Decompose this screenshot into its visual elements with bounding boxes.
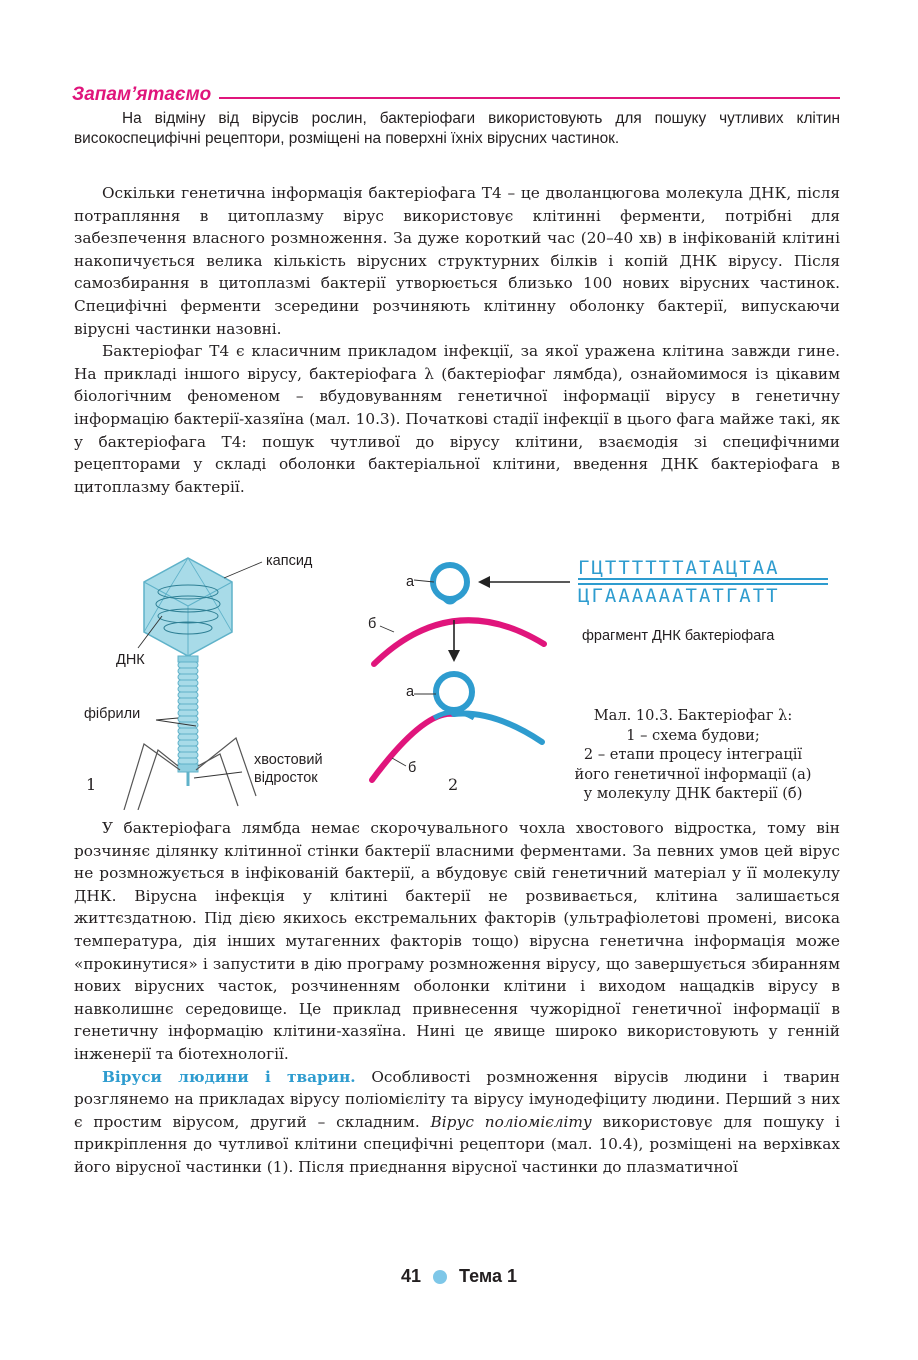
paragraph-4-text-2: використовує для пошуку і прикріплення до чутливої клітини специфічні рецептори (мал. 10.4), розміщені на верхівках його вірусної частинки (1). Після приєднання вірусної частинки до плазматичної <box>74 1112 840 1176</box>
label-b-bottom: б <box>408 760 417 776</box>
section-lead: Віруси людини і тварин. <box>102 1067 356 1086</box>
label-tail-2: відросток <box>254 770 318 786</box>
caption-line-1: Мал. 10.3. Бактеріофаг λ: <box>593 707 793 724</box>
label-a-top: а <box>406 574 415 590</box>
paragraph-1: Оскільки генетична інформація бактеріофага Т4 – це дволанцюгова молекула ДНК, після потрапляння в цитоплазму вірус використовує клітинні ферменти, потрібні для забезпечення власного розмноження. За дуже короткий час (20–40 хв) в інфікованій клітині накопичується велика кількість вірусних структурних білків і копій ДНК вірусу. Після самозбирання в цитоплазмі бактерії утворюється близько 100 нових вірусних частинок. Специфічні ферменти зсередини розчиняють клітинну оболонку бактерії, випускаючи вірусні частинки назовні. <box>74 184 840 338</box>
dna-seq-top: ГЦТТТТТТАТАЦТАА <box>578 557 780 579</box>
topic-label: Тема 1 <box>459 1266 517 1286</box>
dna-seq-bottom: ЦГААААААТАТГАТТ <box>578 585 780 607</box>
label-dna: ДНК <box>116 652 145 668</box>
remember-text: На відміну від вірусів рослин, бактеріофаги використовують для пошуку чутливих клітин високоспецифічні рецептори, розміщені на поверхні їхніх вірусних частинок. <box>74 110 840 147</box>
integration-diagram <box>372 565 570 780</box>
label-fragment: фрагмент ДНК бактеріофага <box>582 628 775 644</box>
paragraph-3: У бактеріофага лямбда немає скорочувального чохла хвостового відростка, тому він розчиняє ділянку клітинної стінки бактерії власними ферментами. За певних умов цей вірус не розмножується в інфікованій бактерії, а вбудовує свій генетичний матеріал у її молекулу ДНК. Вірусна інфекція у клітині бактерії не розвивається, клітина залишається життєздатною. Під дією якихось екстремальних факторів (ультрафіолетові промені, висока температура, дія інших мутагенних факторів тощо) вірусна генетична інформація може «прокинутися» і запустити в дію програму розмноження вірусу, що завершується збиранням нових вірусних часток, розчиненням оболонки клітини і виходом нащадків вірусу в навколишнє середовище. Це приклад привнесення чужорідної генетичної інформації в генетичну інформацію клітини-хазяїна. Нині це явище широко використовують у генній інженерії та біотехнології. <box>74 819 840 1063</box>
caption-line-2: 1 – схема будови; <box>626 726 760 744</box>
label-tail-1: хвостовий <box>254 752 323 768</box>
label-capsid: капсид <box>266 553 313 569</box>
phage-icon <box>124 558 262 810</box>
text-block-top <box>74 182 840 498</box>
dna-fragment-icon <box>578 579 828 584</box>
remember-rule <box>219 97 840 99</box>
label-num-2: 2 <box>448 775 459 794</box>
remember-box <box>72 84 840 149</box>
remember-title: Запам’ятаємо <box>72 84 212 105</box>
paragraph-4 <box>74 1066 840 1179</box>
paragraph-4-italic: Вірус поліомієліту <box>430 1112 592 1131</box>
figure-10-3 <box>74 548 844 810</box>
label-a-bottom: а <box>406 684 415 700</box>
label-b-top: б <box>368 616 377 632</box>
remember-header <box>72 84 840 106</box>
caption-line-3: 2 – етапи процесу інтеграції <box>583 746 803 763</box>
label-num-1: 1 <box>86 775 97 794</box>
caption-line-5: у молекулу ДНК бактерії (б) <box>583 785 803 802</box>
label-fibrils: фібрили <box>84 706 141 722</box>
text-block-bottom <box>74 817 840 1179</box>
page-number: 41 <box>400 1266 422 1286</box>
paragraph-2: Бактеріофаг Т4 є класичним прикладом інфекції, за якої уражена клітина завжди гине. На прикладі іншого вірусу, бактеріофага λ (бактеріофаг лямбда), ознайомимося із цікавим біологічним феноменом – вбудовуванням генетичної інформації вірусу в генетичну інформацію бактерії-хазяїна (мал. 10.3). Початкові стадії інфекції в цього фага майже такі, як у бактеріофага Т4: пошук чутливої до вірусу клітини, взаємодія зі специфічними рецепторами у складі оболонки бактеріальної клітини, введення ДНК бактеріофага в цитоплазму бактерії. <box>74 342 840 496</box>
caption-line-4: його генетичної інформації (а) <box>574 765 812 783</box>
page-footer <box>0 1266 918 1287</box>
figure-caption <box>548 706 838 804</box>
paragraph-4-text-1: Особливості розмноження вірусів людини і тварин розглянемо на прикладах вірусу поліомієліту та вірусу імунодефіциту людини. Перший з них є простим вірусом, другий – складним. <box>74 1067 840 1131</box>
bullet-dot-icon <box>433 1270 447 1284</box>
